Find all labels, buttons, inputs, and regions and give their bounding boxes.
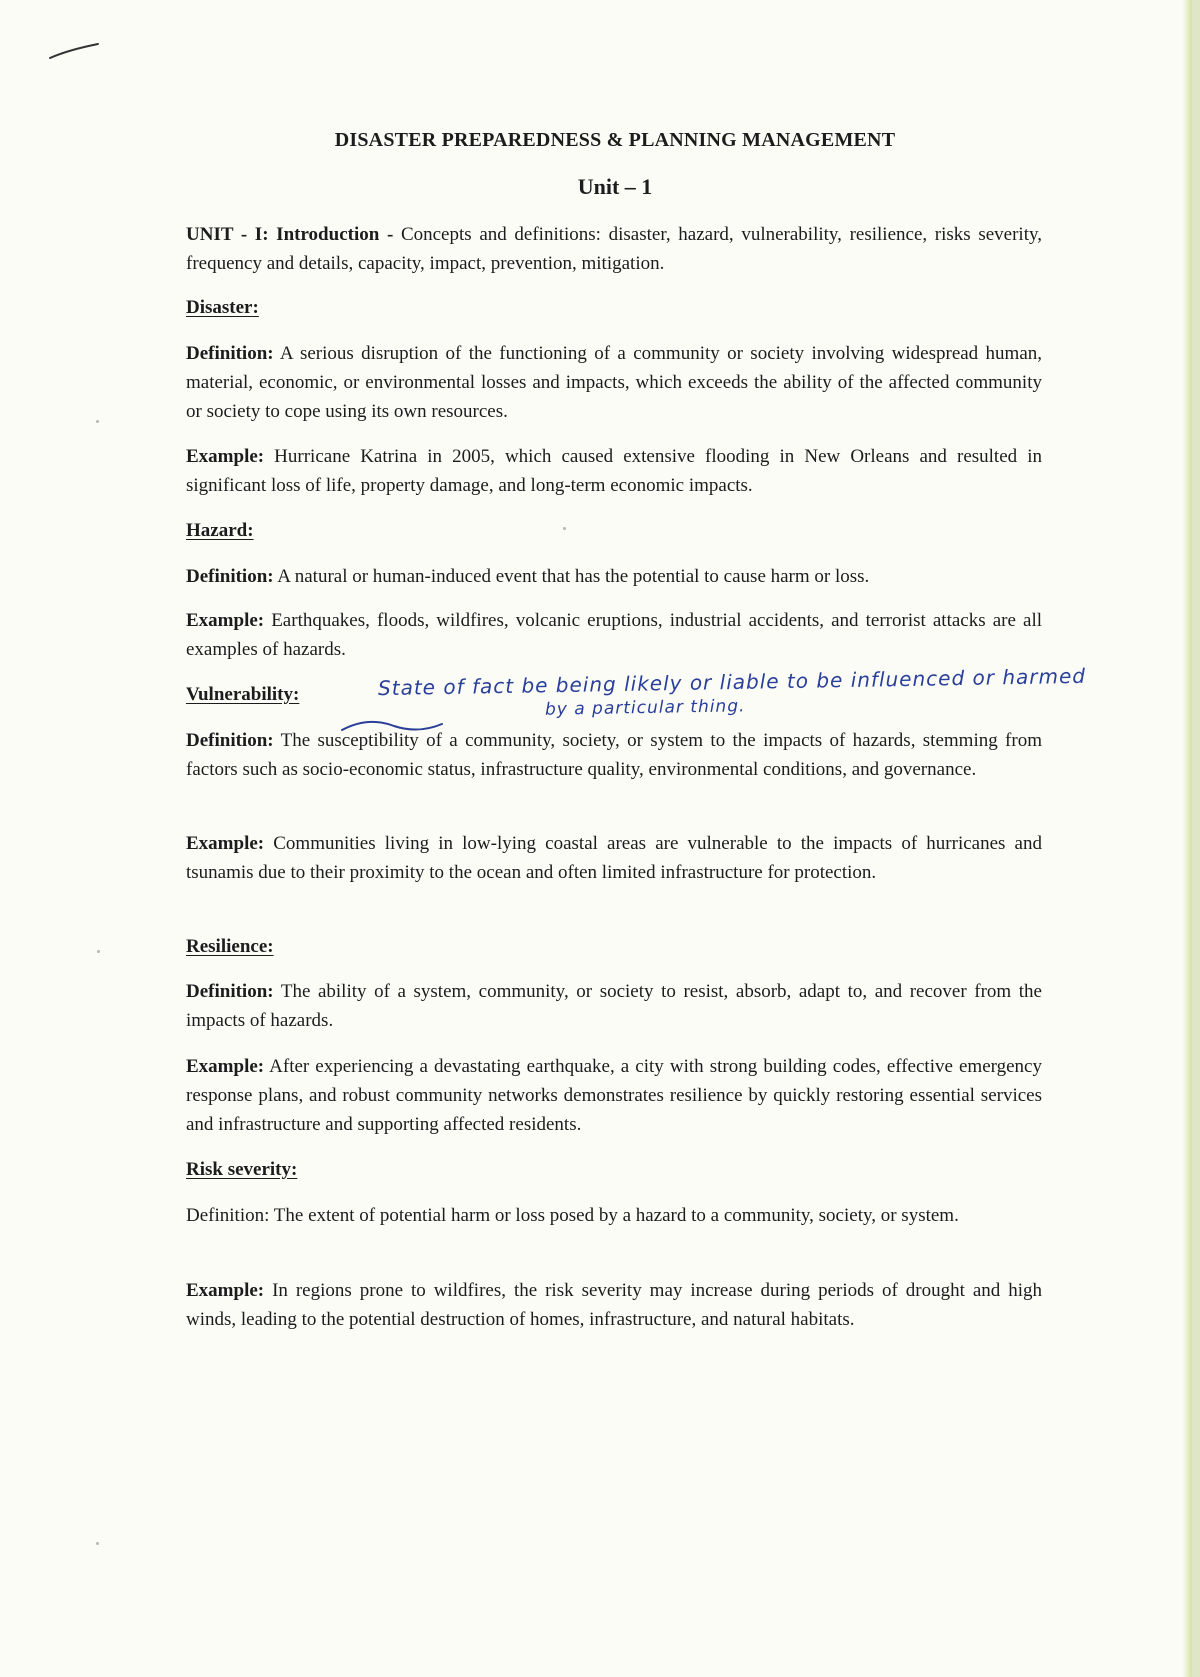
example-label: Example: <box>186 1056 265 1077</box>
intro-text: Concepts and definitions: disaster, hazard, vulnerability, resilience, risks severity, frequency and details, capacity, impact, prevention, mitigation. <box>186 224 1042 274</box>
example-label: Example: <box>186 610 265 631</box>
risk-severity-definition: Definition: The extent of potential harm or loss posed by a hazard to a community, society, or system. <box>186 1205 959 1226</box>
document-title: DISASTER PREPAREDNESS & PLANNING MANAGEMENT <box>334 129 896 151</box>
disaster-example <box>186 442 1042 500</box>
resilience-example <box>186 1052 1042 1139</box>
intro-paragraph <box>186 220 1042 278</box>
intro-label: UNIT - I: Introduction - <box>186 224 394 245</box>
definition-text: A natural or human-induced event that has the potential to cause harm or loss. <box>273 566 870 587</box>
hazard-example <box>186 606 1042 664</box>
heading-risk-severity: Risk severity: <box>186 1159 298 1180</box>
scan-speck <box>96 1542 99 1545</box>
heading-resilience: Resilience: <box>186 936 274 957</box>
disaster-definition <box>186 339 1042 426</box>
heading-hazard: Hazard: <box>186 520 254 541</box>
example-text: After experiencing a devastating earthquake, a city with strong building codes, effective emergency response plans, and robust community networks demonstrates resilience by quickly restoring essential services and infrastructure and supporting affected residents. <box>186 1056 1042 1135</box>
example-text: Hurricane Katrina in 2005, which caused extensive flooding in New Orleans and resulted in significant loss of life, property damage, and long-term economic impacts. <box>186 446 1042 496</box>
example-label: Example: <box>186 833 265 854</box>
unit-title: Unit – 1 <box>577 174 653 199</box>
heading-vulnerability: Vulnerability: <box>186 684 300 705</box>
heading-disaster: Disaster: <box>186 297 259 318</box>
scan-speck <box>96 420 99 423</box>
handwritten-note-line1: State of fact be being likely or liable to be influenced or harmed <box>377 663 1087 701</box>
example-text: In regions prone to wildfires, the risk severity may increase during periods of drought and high winds, leading to the potential destruction of homes, infrastructure, and natural habitats. <box>186 1280 1042 1330</box>
pen-mark-icon <box>48 34 102 64</box>
example-label: Example: <box>186 1280 265 1301</box>
hazard-definition <box>186 562 1042 591</box>
scan-speck <box>97 950 100 953</box>
definition-text: The susceptibility of a community, society, or system to the impacts of hazards, stemming from factors such as socio-economic status, infrastructure quality, environmental conditions, and governance. <box>186 730 1042 780</box>
handwritten-note-line2: by a particular thing. <box>544 696 746 720</box>
definition-label: Definition: <box>186 566 274 587</box>
vulnerability-definition <box>186 726 1042 784</box>
example-text: Communities living in low-lying coastal areas are vulnerable to the impacts of hurricanes and tsunamis due to their proximity to the ocean and often limited infrastructure for protection. <box>186 833 1042 883</box>
definition-text: The ability of a system, community, or society to resist, absorb, adapt to, and recover from the impacts of hazards. <box>186 981 1042 1031</box>
scan-speck <box>563 527 566 530</box>
definition-text: A serious disruption of the functioning of a community or society involving widespread human, material, economic, or environmental losses and impacts, which exceeds the ability of the affected community or society to cope using its own resources. <box>186 343 1042 422</box>
definition-label: Definition: <box>186 730 274 751</box>
page-edge <box>1182 0 1192 1677</box>
risk-severity-example <box>186 1276 1042 1334</box>
example-label: Example: <box>186 446 265 467</box>
definition-label: Definition: <box>186 981 274 1002</box>
example-text: Earthquakes, floods, wildfires, volcanic eruptions, industrial accidents, and terrorist attacks are all examples of hazards. <box>186 610 1042 660</box>
resilience-definition <box>186 977 1042 1035</box>
vulnerability-example <box>186 829 1042 887</box>
definition-label: Definition: <box>186 343 274 364</box>
